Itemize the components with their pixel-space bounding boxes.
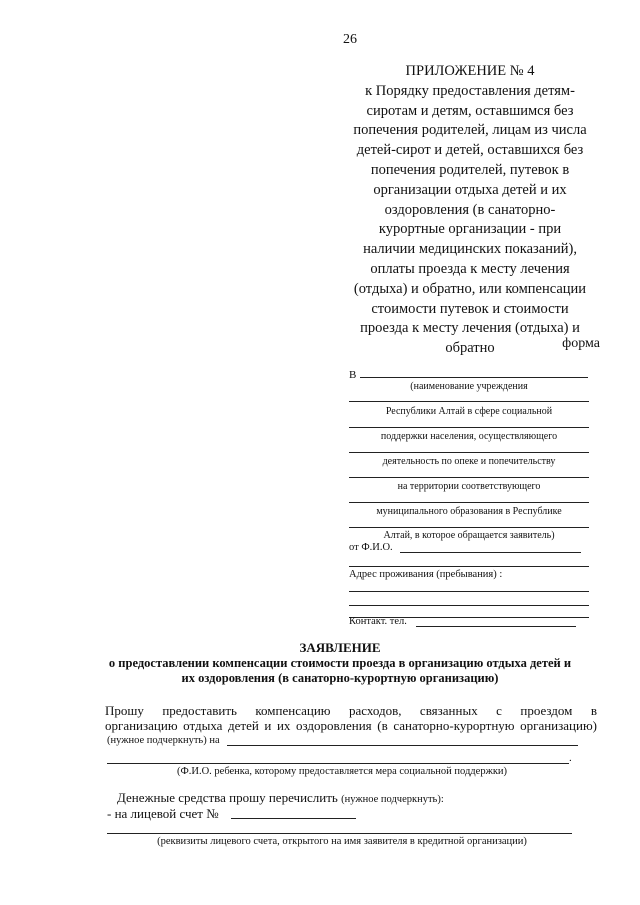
caption-territory: на территории соответствующего <box>397 481 541 492</box>
caption-municipality: муниципального образования в Республике <box>376 506 562 517</box>
statement-heading: ЗАЯВЛЕНИЕ <box>299 640 381 655</box>
appendix-line: проезда к месту лечения (отдыха) и <box>360 320 580 337</box>
account-caption: (реквизиты лицевого счета, открытого на имя заявителя в кредитной организации) <box>157 836 527 847</box>
applicant-name-field-2[interactable] <box>349 557 589 567</box>
appendix-line: обратно <box>445 340 495 357</box>
prefix-v: В <box>349 369 357 381</box>
appendix-line: попечения родителей, путевок в <box>370 161 570 178</box>
appendix-line: оплаты проезда к месту лечения <box>370 260 570 277</box>
statement-subheading-1: о предоставлении компенсации стоимости проезда в организацию отдыха детей и <box>108 656 572 670</box>
institution-field[interactable] <box>360 366 588 378</box>
appendix-line: курортные организации - при <box>378 221 562 238</box>
institution-field-2[interactable] <box>349 392 589 402</box>
appendix-line: оздоровления (в санаторно- <box>384 201 556 218</box>
underline-note: (нужное подчеркнуть) на <box>107 735 220 746</box>
account-line: - на лицевой счет № <box>107 806 219 821</box>
form-label: форма <box>562 336 600 351</box>
address-label: Адрес проживания (пребывания) : <box>349 569 503 580</box>
child-line-period: . <box>569 752 572 764</box>
request-paragraph-line-1: Прошу предоставить компенсацию расходов, связанных с проездом в <box>105 703 597 718</box>
transfer-line <box>117 790 444 806</box>
caption-republic: Республики Алтай в сфере социальной <box>385 406 553 417</box>
phone-label: Контакт. тел. <box>349 616 407 627</box>
institution-field-4[interactable] <box>349 443 589 453</box>
transfer-text: Денежные средства прошу перечислить <box>117 790 338 805</box>
child-name-field[interactable] <box>107 754 569 764</box>
child-caption: (Ф.И.О. ребенка, которому предоставляется мера социальной поддержки) <box>176 766 508 777</box>
caption-institution: (наименование учреждения <box>410 381 528 392</box>
transfer-note: (нужное подчеркнуть): <box>341 794 444 805</box>
account-number-field[interactable] <box>231 806 356 819</box>
statement-subheading-2: их оздоровления (в санаторно-курортную организацию) <box>181 671 499 685</box>
appendix-line: детей-сирот и детей, оставшихся без <box>356 142 584 159</box>
appendix-line: к Порядку предоставления детям- <box>365 82 575 99</box>
institution-field-7[interactable] <box>349 518 589 528</box>
caption-support: поддержки населения, осуществляющего <box>380 431 558 442</box>
institution-field-6[interactable] <box>349 493 589 503</box>
applicant-name-field[interactable] <box>400 541 581 553</box>
compensation-type-field[interactable] <box>227 734 578 746</box>
from-label: от Ф.И.О. <box>349 542 393 553</box>
institution-field-5[interactable] <box>349 468 589 478</box>
appendix-line: стоимости путевок и стоимости <box>371 300 569 317</box>
appendix-line: (отдыха) и обратно, или компенсации <box>353 280 587 297</box>
institution-field-3[interactable] <box>349 418 589 428</box>
caption-guardianship: деятельность по опеке и попечительству <box>382 456 556 467</box>
page-number: 26 <box>343 32 357 47</box>
appendix-line: сиротам и детям, оставшимся без <box>366 102 574 119</box>
address-field-1[interactable] <box>349 582 589 592</box>
appendix-line: попечения родителей, лицам из числа <box>353 122 587 139</box>
appendix-line: наличии медицинских показаний), <box>363 241 577 258</box>
appendix-title: ПРИЛОЖЕНИЕ № 4 <box>405 63 535 79</box>
appendix-block <box>340 62 600 359</box>
appendix-line: организации отдыха детей и их <box>373 181 567 198</box>
phone-field[interactable] <box>416 615 576 627</box>
caption-altai: Алтай, в которое обращается заявитель) <box>383 530 555 541</box>
account-details-field[interactable] <box>107 824 572 834</box>
address-field-2[interactable] <box>349 596 589 606</box>
request-paragraph-line-2: организацию отдыха детей и их оздоровления (в санаторно-курортную организацию) <box>105 718 597 733</box>
